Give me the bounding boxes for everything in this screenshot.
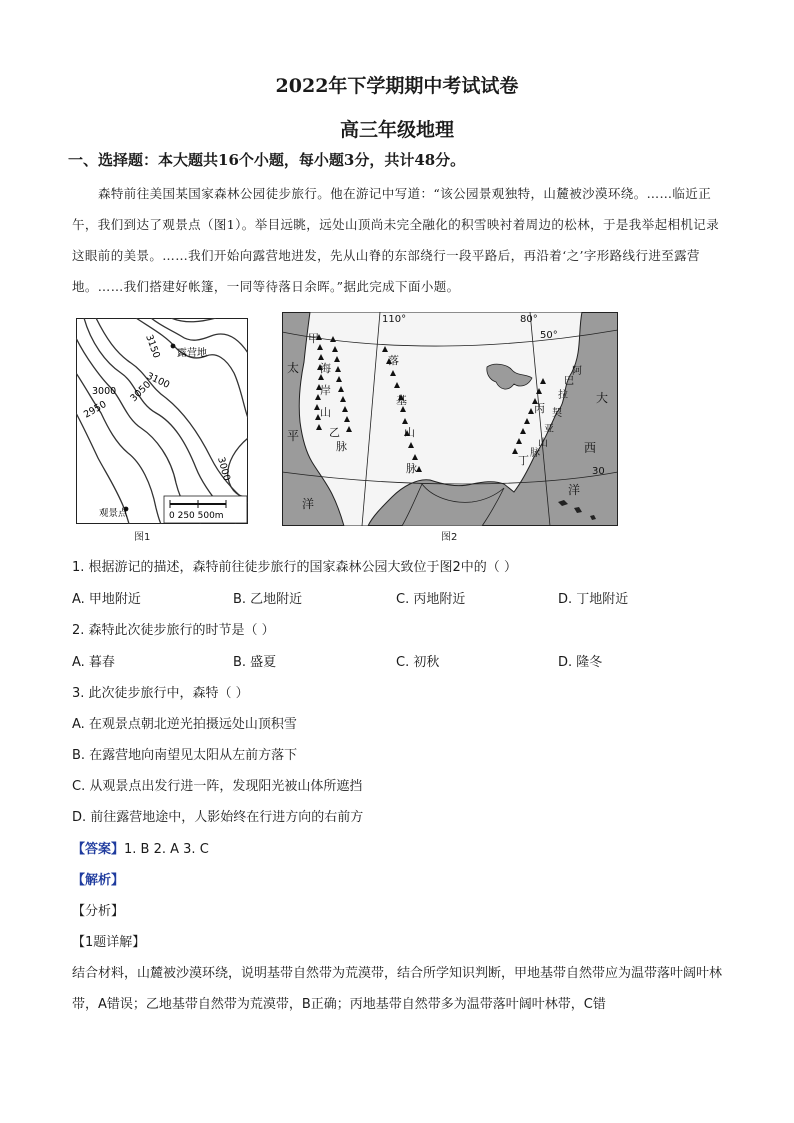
question-3-option-d[interactable]: D. 前往露营地途中，人影始终在行进方向的右前方: [72, 810, 364, 825]
scale-bar-label: 0 250 500m: [169, 511, 224, 521]
label-pacific-ping: 平: [287, 429, 300, 443]
question-2-option-a[interactable]: A. 暮春: [72, 655, 115, 670]
label-atlantic-da: 大: [596, 391, 609, 405]
question-2-stem: 2. 森特此次徒步旅行的时节是（ ）: [72, 623, 275, 638]
question-3-option-c[interactable]: C. 从观景点出发行进一阵，发现阳光被山体所遮挡: [72, 779, 363, 794]
question-1-option-b[interactable]: B. 乙地附近: [233, 592, 303, 607]
question-3-option-a[interactable]: A. 在观景点朝北逆光拍摄远处山顶积雪: [72, 717, 297, 732]
intro-paragraph: 森特前往美国某国家森林公园徒步旅行。他在游记中写道：“该公园景观独特，山麓被沙漠环绕。……临近正午，我们到达了观景点（图1）。举目远眺，远处山顶尚未完全融化的积雪映衬着周边的松林，于是我举起相机记录这眼前的美景。……我们开始向露营地进发，先从山脊的东部绕行一段平路后，再沿着‘之’字形路线行进至露营地。……我们搭建好帐篷，一同等待落日余晖。”据此完成下面小题。: [72, 186, 720, 294]
contour-label-3050: 3050: [128, 379, 154, 405]
label-atlantic-yang: 洋: [568, 483, 581, 497]
longitude-110: 110°: [382, 314, 407, 325]
appalachian-char-4: 契: [552, 408, 562, 419]
label-atlantic-xi: 西: [584, 441, 597, 455]
latitude-50: 50°: [540, 330, 558, 341]
analysis-label: 【解析】: [72, 873, 125, 888]
question-2-option-c[interactable]: C. 初秋: [396, 655, 440, 670]
answer-text: 1. B 2. A 3. C: [124, 842, 209, 857]
label-bing: 丙: [534, 402, 545, 415]
appalachian-char-7: 脉: [530, 448, 540, 459]
coast-mtn-char-4: 脉: [336, 440, 347, 453]
question-2-option-b[interactable]: B. 盛夏: [233, 655, 277, 670]
appalachian-char-2: 巴: [564, 376, 574, 387]
label-yi: 乙: [329, 426, 340, 439]
appalachian-char-5: 亚: [544, 424, 554, 435]
coast-mtn-char-1: 海: [320, 362, 331, 375]
rocky-mtn-char-4: 脉: [406, 462, 417, 475]
appalachian-char-6: 山: [538, 438, 548, 449]
longitude-80: 80°: [520, 314, 538, 325]
section-heading: 一、选择题：本大题共16个小题，每小题3分，共计48分。: [68, 151, 466, 169]
question-3-option-b[interactable]: B. 在露营地向南望见太阳从左前方落下: [72, 748, 298, 763]
viewpoint-label: 观景点: [99, 508, 128, 519]
latitude-30: 30: [592, 466, 605, 477]
question-1-stem: 1. 根据游记的描述，森特前往徒步旅行的国家森林公园大致位于图2中的（ ）: [72, 560, 517, 575]
appalachian-char-3: 拉: [558, 390, 568, 401]
contour-label-3000b: 3000: [215, 455, 232, 483]
figure1-caption: 图1: [134, 532, 151, 543]
label-jia: 甲: [308, 332, 319, 345]
figure1-contour-map: [76, 318, 248, 524]
rocky-mtn-char-1: 落: [388, 354, 399, 367]
coast-mtn-char-2: 岸: [320, 384, 331, 397]
explanation-paragraph: 结合材料，山麓被沙漠环绕，说明基带自然带为荒漠带，结合所学知识判断，甲地基带自然带应为温带落叶阔叶林带，A错误；乙地基带自然带为荒漠带，B正确；丙地基带自然带多为温带落叶阔叶林带，C错: [72, 966, 723, 1012]
contour-label-3100: 3100: [144, 370, 172, 391]
label-pacific-tai: 太: [287, 361, 300, 375]
label-ding: 丁: [518, 454, 529, 467]
contour-label-3150: 3150: [143, 333, 162, 360]
label-pacific-yang: 洋: [302, 497, 315, 511]
question-2-option-d[interactable]: D. 隆冬: [558, 655, 603, 670]
rocky-mtn-char-2: 基: [396, 394, 407, 407]
exam-subtitle: 高三年级地理: [339, 119, 454, 141]
question-1-option-a[interactable]: A. 甲地附近: [72, 592, 141, 607]
contour-label-2950: 2950: [82, 398, 109, 421]
answer-line: [72, 838, 209, 857]
answer-label: 【答案】: [72, 842, 125, 857]
figure2-caption: 图2: [441, 532, 458, 543]
camp-marker: [171, 344, 176, 349]
coast-mtn-char-3: 山: [320, 406, 331, 419]
exam-title: 2022年下学期期中考试试卷: [275, 75, 519, 97]
figure2-north-america-map: [282, 312, 618, 526]
contour-label-3000: 3000: [92, 386, 117, 397]
detail1-label: 【1题详解】: [72, 935, 146, 950]
question-1-option-c[interactable]: C. 丙地附近: [396, 592, 466, 607]
rocky-mtn-char-3: 山: [404, 426, 415, 439]
question-3-stem: 3. 此次徒步旅行中，森特（ ）: [72, 686, 249, 701]
camp-label: 露营地: [177, 348, 207, 359]
question-1-option-d[interactable]: D. 丁地附近: [558, 592, 629, 607]
appalachian-char-1: 阿: [572, 366, 582, 377]
fenxi-label: 【分析】: [72, 904, 125, 919]
